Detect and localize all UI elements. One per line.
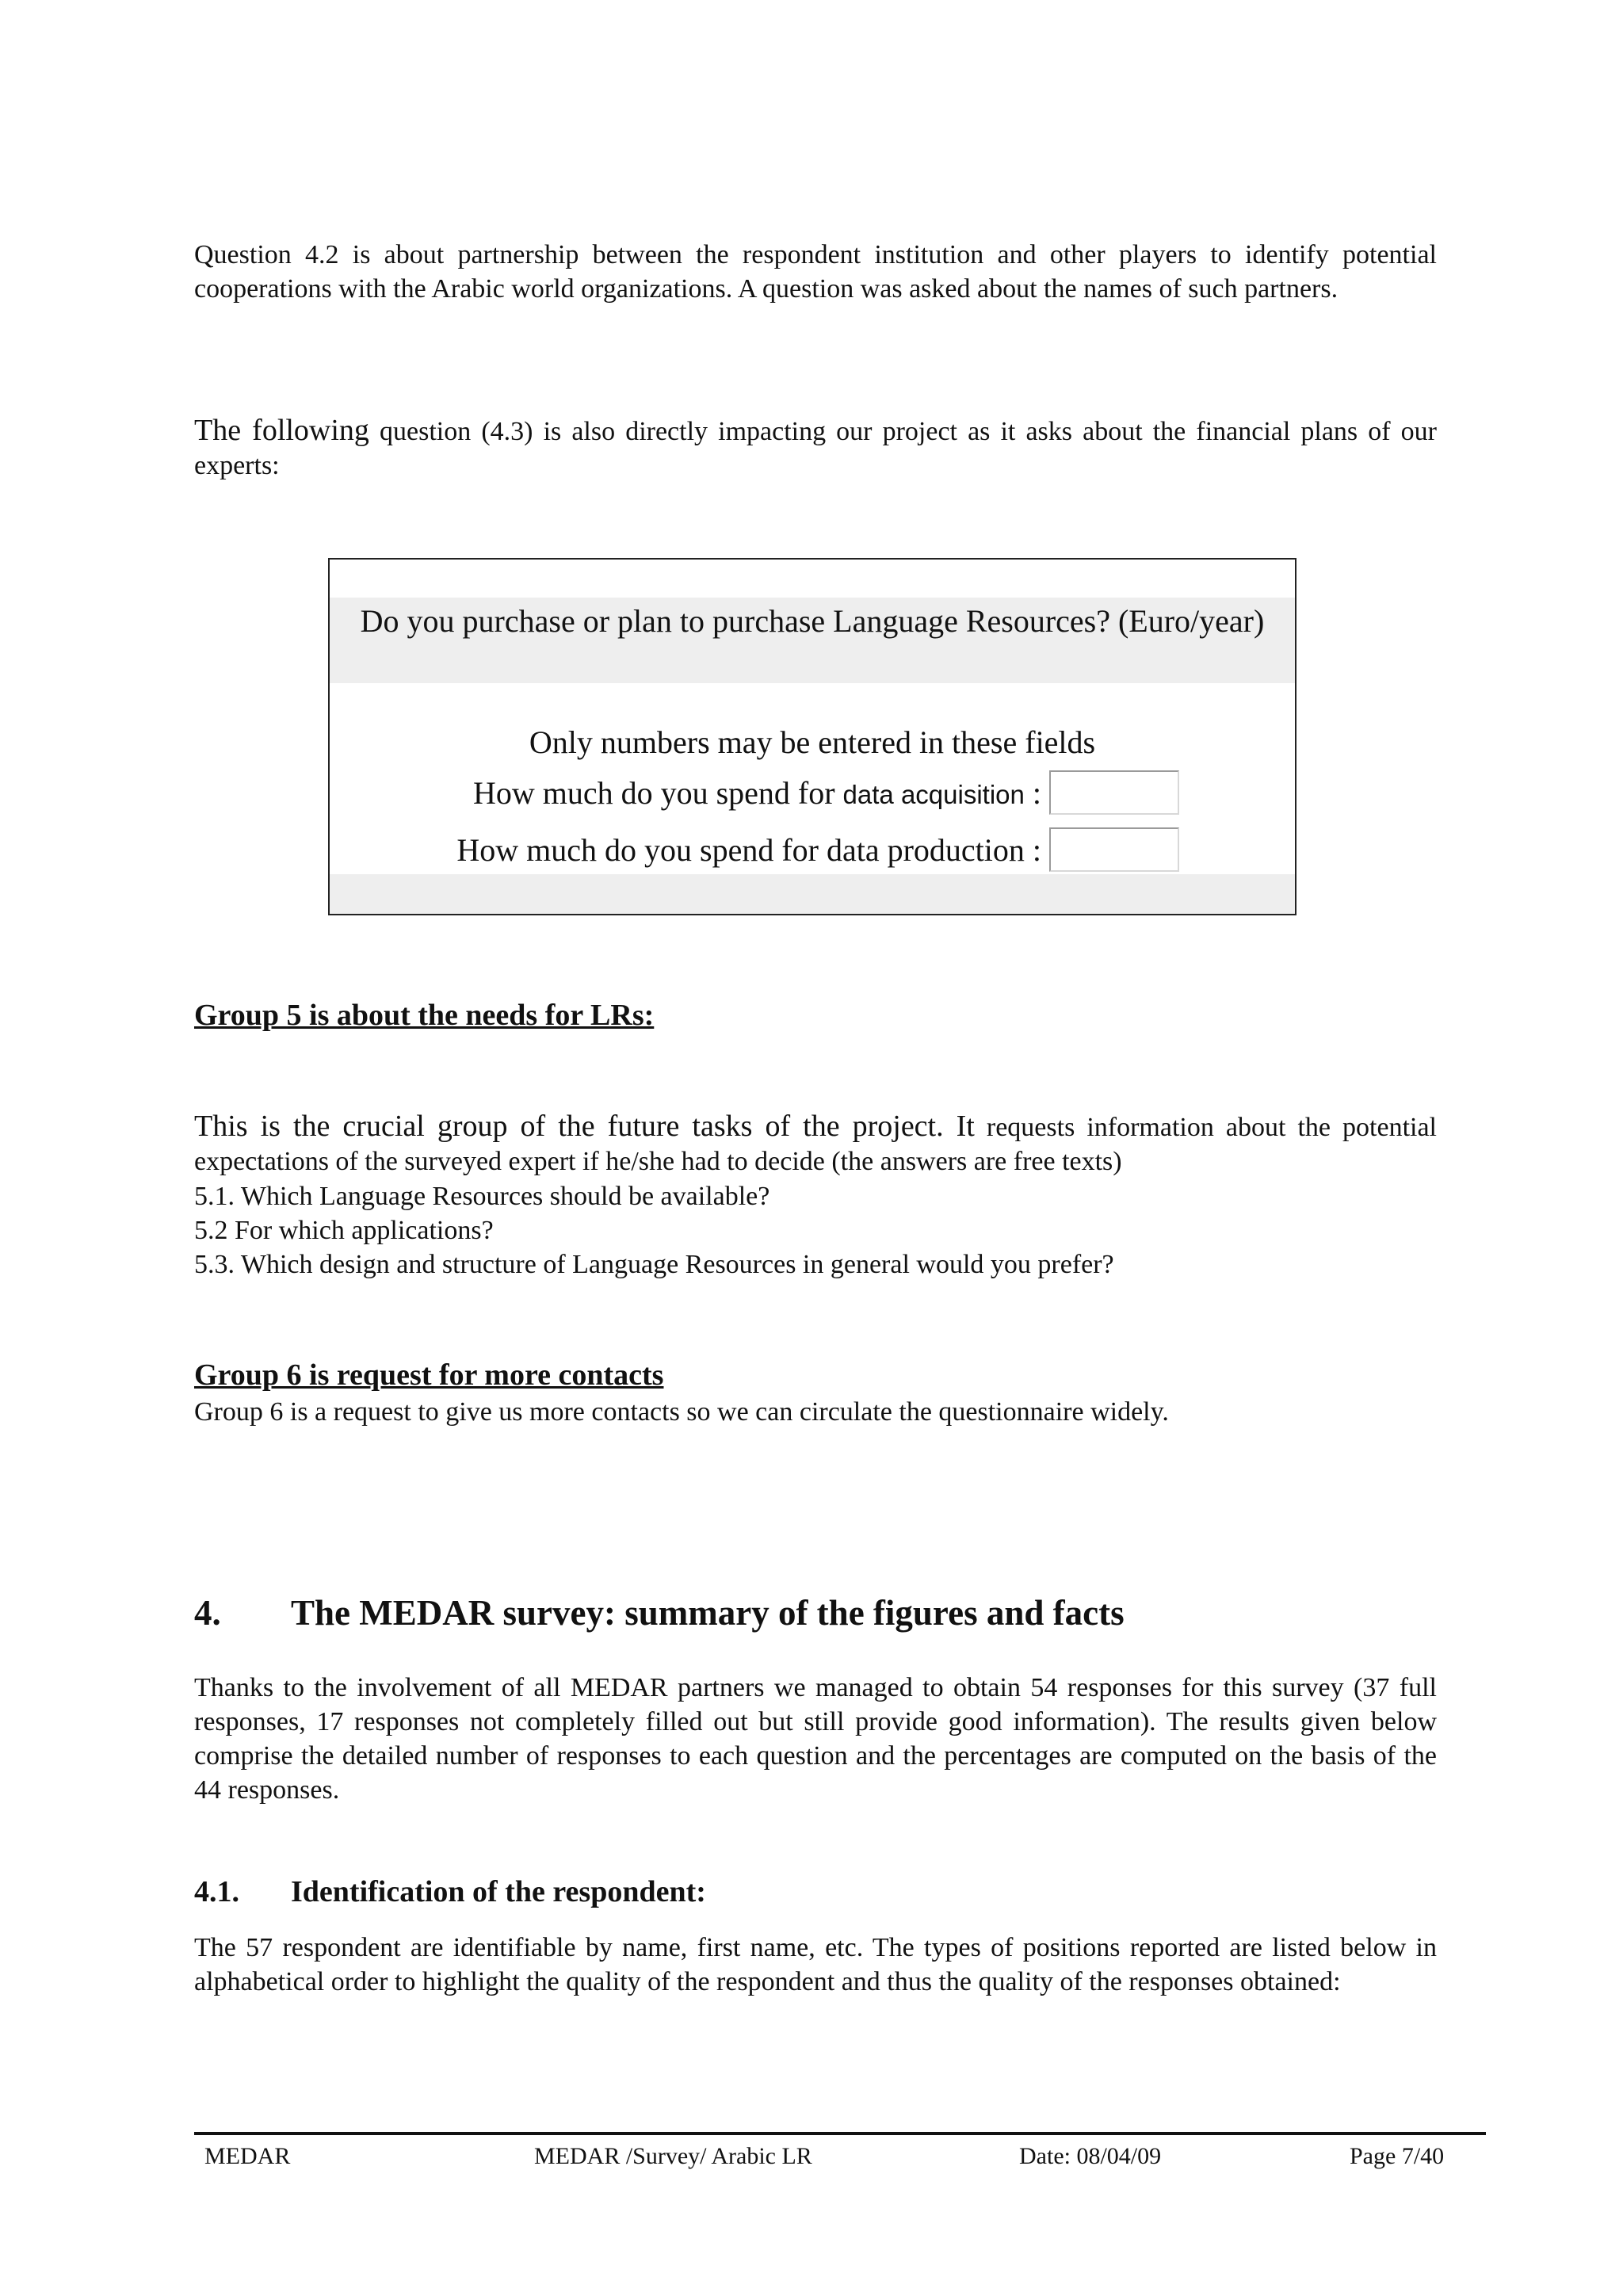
question-box-title: Do you purchase or plan to purchase Language Resources? (Euro/year) xyxy=(360,603,1265,639)
footer-rule xyxy=(194,2132,1486,2135)
section-4-1-text: The 57 respondent are identifiable by name, first name, etc. The types of positions reported are listed below in alphabetical order to highlight the quality of the respondent and thus the quality of the responses obtained: xyxy=(194,1933,1437,1996)
group-6-text: Group 6 is a request to give us more contacts so we can circulate the questionnaire widely. xyxy=(194,1397,1169,1427)
section-4-title: The MEDAR survey: summary of the figures and facts xyxy=(291,1593,1125,1633)
group-5-item-2: 5.2 For which applications? xyxy=(194,1216,494,1245)
footer-document-title: MEDAR /Survey/ Arabic LR xyxy=(534,2143,812,2169)
group-5-intro-lead: This is the crucial group of the future tasks of the project. It xyxy=(194,1110,975,1143)
data-acquisition-label-term: data acquisition xyxy=(842,780,1025,809)
footer-page-number: Page 7/40 xyxy=(1350,2143,1445,2169)
paragraph-question-4-3-lead: The following xyxy=(194,414,369,447)
paragraph-question-4-2: Question 4.2 is about partnership between the respondent institution and other players to identify potential cooperations with the Arabic world organizations. A question was asked about the names of such partners. xyxy=(194,240,1437,304)
group-5-intro-rest: requests information about the potential expectations of the surveyed expert if he/she had to decide (the answers are free texts) xyxy=(194,1113,1437,1176)
data-acquisition-label xyxy=(473,774,1041,815)
paragraph-question-4-3 xyxy=(194,414,1437,483)
data-acquisition-label-end: : xyxy=(1024,775,1041,811)
group-5-item-3: 5.3. Which design and structure of Language Resources in general would you prefer? xyxy=(194,1250,1114,1279)
data-production-label: How much do you spend for data production : xyxy=(456,832,1041,868)
group-5-heading: Group 5 is about the needs for LRs: xyxy=(194,999,655,1032)
survey-question-box xyxy=(328,558,1296,915)
data-acquisition-input[interactable] xyxy=(1049,770,1179,815)
section-4-number: 4. xyxy=(194,1593,221,1633)
group-6-heading: Group 6 is request for more contacts xyxy=(194,1358,664,1392)
section-4-1-heading xyxy=(194,1874,706,1910)
group-5-item-1: 5.1. Which Language Resources should be available? xyxy=(194,1182,770,1211)
data-production-input[interactable] xyxy=(1049,827,1179,872)
paragraph-question-4-3-rest: question (4.3) is also directly impacting our project as it asks about the financial plans of our experts: xyxy=(194,417,1437,480)
section-4-1-title: Identification of the respondent: xyxy=(291,1875,706,1908)
section-4-text: Thanks to the involvement of all MEDAR partners we managed to obtain 54 responses for this survey (37 full responses, 17 responses not completely filled out but still provide good information). The results given below comprise the detailed number of responses to each question and the percentages are computed on the basis of the 44 responses. xyxy=(194,1673,1437,1805)
section-4-1-number: 4.1. xyxy=(194,1875,239,1908)
group-5-intro xyxy=(194,1110,1437,1179)
question-box-footer-band xyxy=(330,874,1295,914)
question-box-note: Only numbers may be entered in these fields xyxy=(529,724,1096,760)
footer-project: MEDAR xyxy=(204,2143,291,2169)
footer-date: Date: 08/04/09 xyxy=(1019,2143,1162,2169)
data-acquisition-label-start: How much do you spend for xyxy=(472,775,843,811)
section-4-heading xyxy=(194,1591,1125,1634)
